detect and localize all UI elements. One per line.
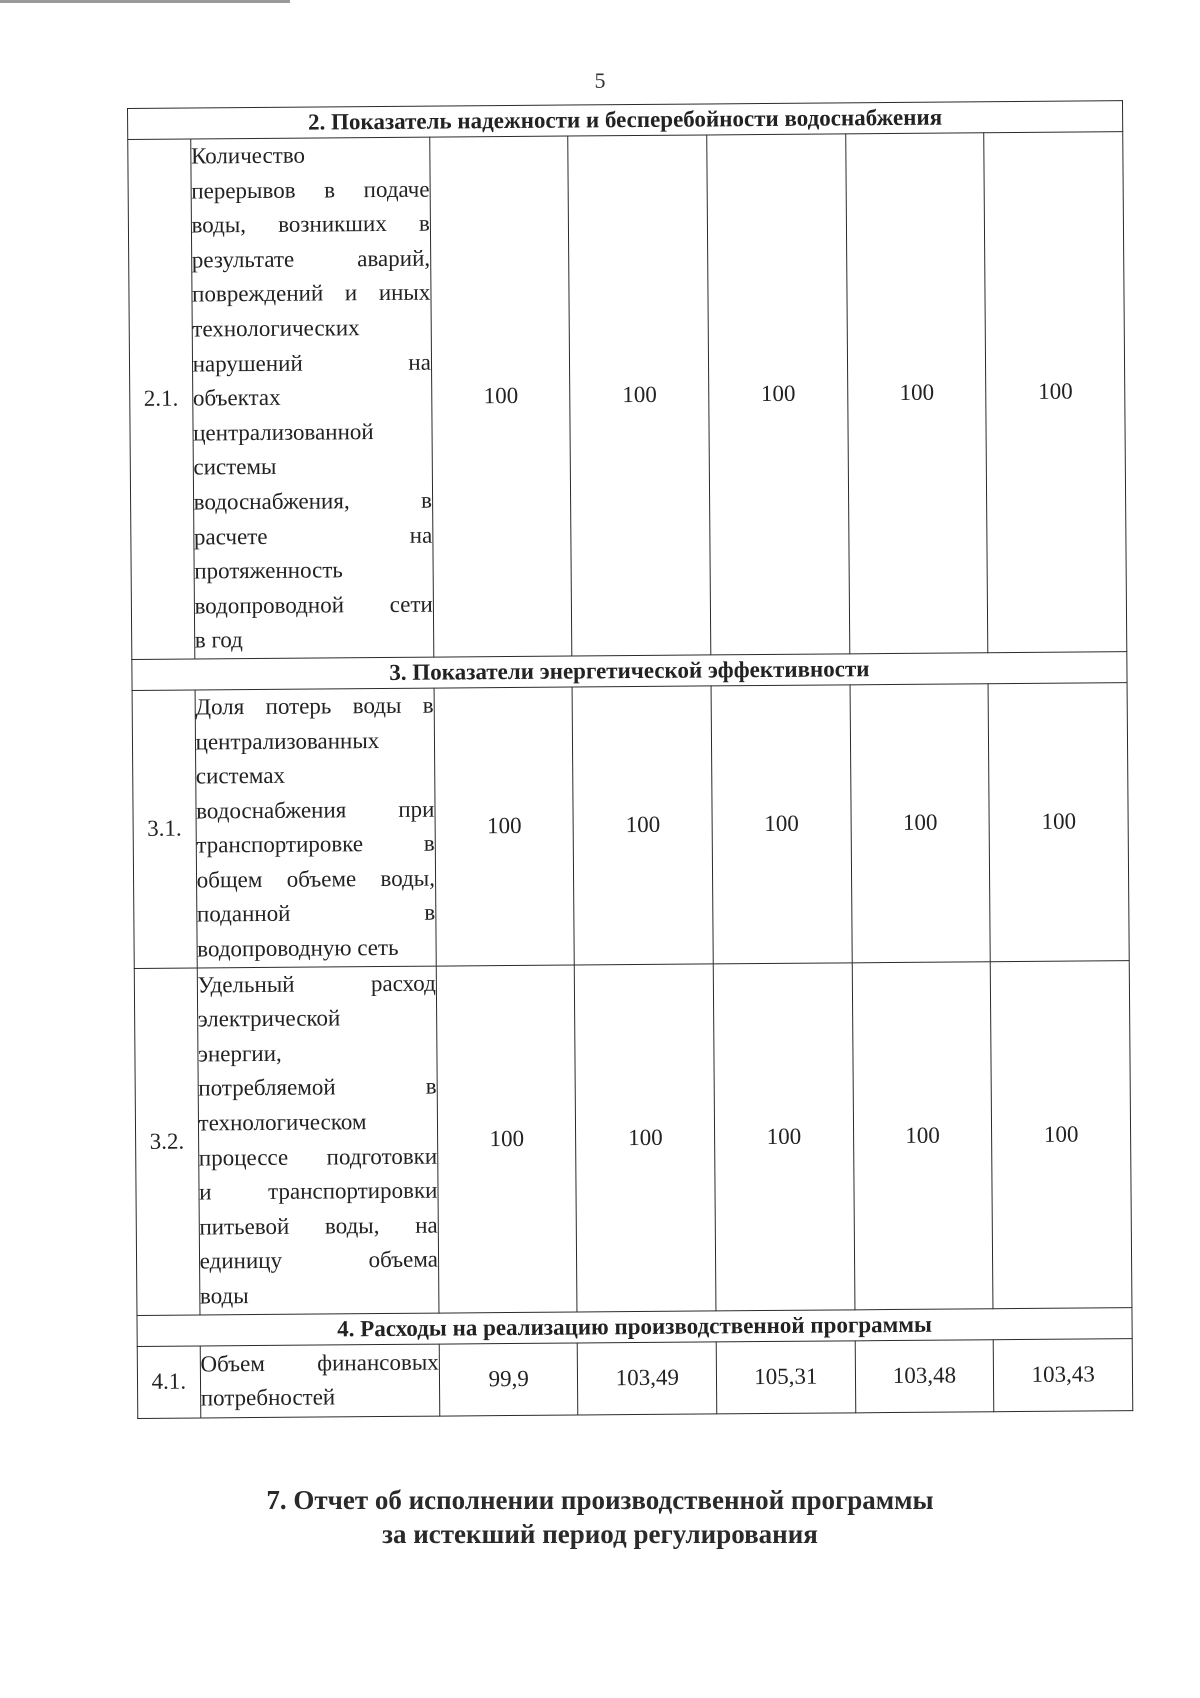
description-line: технологическом (198, 1109, 367, 1136)
section-title: 4. Расходы на реализацию производственной программы (137, 1307, 1132, 1346)
value-cell: 100 (434, 687, 575, 966)
description-line: централизованных (195, 727, 380, 754)
description-line: общем объеме воды, (196, 865, 436, 893)
description-line: поданной в (196, 900, 436, 927)
description-line: Количество (190, 142, 306, 169)
description-line: и транспортировки (199, 1177, 438, 1205)
row-number: 3.2. (134, 968, 199, 1315)
description-line: Доля потерь воды в (195, 692, 434, 720)
value-cell: 105,31 (716, 1340, 855, 1413)
description-line: энергии, (197, 1040, 282, 1067)
description-line: потребностей (200, 1384, 336, 1411)
description-line: водопроводной сети (194, 591, 433, 619)
value-cell: 99,9 (439, 1343, 578, 1416)
section-heading-line: 7. Отчет об исполнении производственной программы (266, 1485, 934, 1515)
section-heading (0, 1483, 1200, 1551)
value-cell: 100 (984, 132, 1127, 653)
description-line: повреждений и иных (191, 279, 431, 307)
description-line: воды (199, 1283, 249, 1309)
value-cell: 100 (568, 135, 711, 656)
value-cell: 100 (573, 686, 714, 965)
indicators-table (127, 100, 1133, 1418)
description-line: в год (194, 627, 243, 653)
row-description (190, 137, 433, 659)
description-line: водоснабжения при (196, 796, 435, 824)
value-cell: 100 (845, 133, 988, 654)
description-line: объектах (192, 384, 281, 411)
description-line: процессе подготовки (198, 1143, 438, 1171)
table-row (134, 960, 1132, 1315)
description-line: протяженность (194, 557, 343, 584)
row-description (195, 688, 436, 968)
row-description (200, 1344, 440, 1418)
section-heading-line: за истекший период регулирования (382, 1519, 818, 1549)
value-cell: 100 (991, 960, 1132, 1308)
description-line: водопроводную сеть (197, 934, 399, 962)
description-line: технологических (192, 315, 360, 342)
description-line: системы (193, 454, 277, 480)
value-cell: 100 (711, 685, 852, 964)
row-number: 3.1. (132, 690, 197, 968)
description-line: централизованной (193, 418, 374, 446)
description-line: электрической (197, 1005, 341, 1032)
table-row (128, 132, 1127, 660)
scan-edge-artifact (0, 0, 290, 3)
description-line: водоснабжения, в (193, 487, 433, 515)
description-line: единицу объема (199, 1247, 439, 1274)
table-row (137, 1338, 1133, 1418)
description-line: транспортировке в (196, 830, 435, 858)
page-number: 5 (594, 68, 606, 93)
description-line: перерывов в подаче (191, 176, 430, 204)
description-line: результате аварий, (191, 245, 431, 273)
value-cell: 100 (850, 684, 991, 963)
description-line: Удельный расход (197, 970, 436, 998)
value-cell: 100 (430, 136, 573, 657)
section-title: 3. Показатели энергетической эффективности (132, 652, 1127, 691)
value-cell: 100 (436, 965, 577, 1313)
row-description (197, 966, 439, 1315)
description-line: потребляемой в (198, 1074, 437, 1101)
value-cell: 100 (575, 964, 716, 1312)
description-line: Объем финансовых (200, 1349, 439, 1376)
value-cell: 100 (988, 683, 1129, 962)
section-title: 2. Показатель надежности и бесперебойности водоснабжения (128, 101, 1123, 140)
table-row (132, 683, 1129, 969)
value-cell: 100 (852, 961, 993, 1309)
description-line: системах (195, 762, 286, 789)
value-cell: 100 (707, 134, 850, 655)
value-cell: 103,49 (578, 1342, 717, 1415)
row-number: 2.1. (128, 139, 195, 659)
description-line: питьевой воды, на (199, 1212, 438, 1240)
value-cell: 103,48 (855, 1339, 994, 1412)
description-line: расчете на (193, 522, 433, 550)
value-cell: 103,43 (994, 1338, 1133, 1411)
row-number: 4.1. (137, 1346, 200, 1418)
description-line: нарушений на (192, 349, 431, 377)
value-cell: 100 (713, 962, 854, 1310)
description-line: воды, возникших в (191, 210, 430, 238)
